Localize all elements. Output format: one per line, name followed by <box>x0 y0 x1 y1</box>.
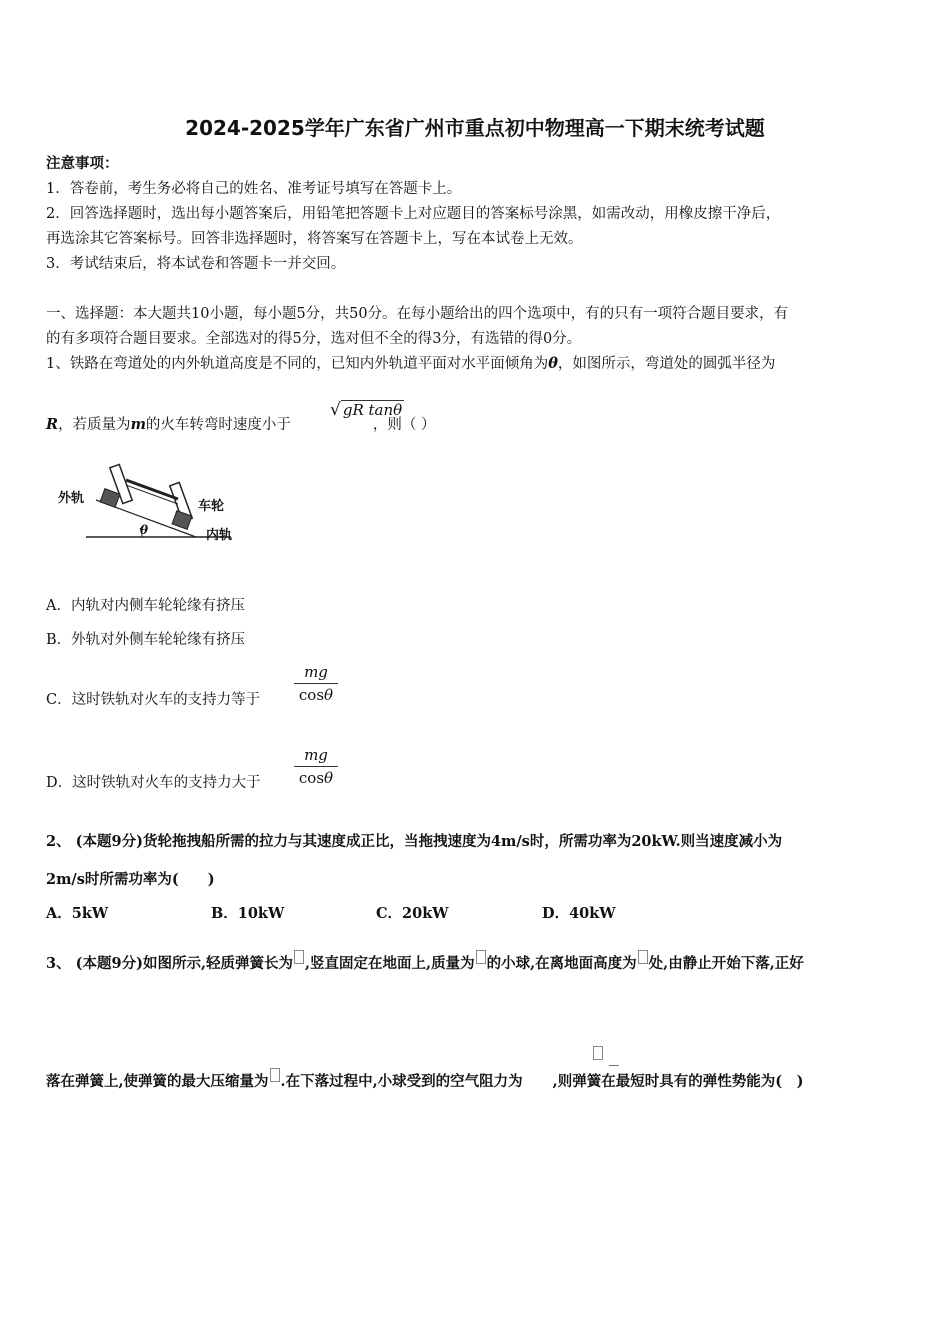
q1-option-c-denominator <box>294 684 338 704</box>
label-wheel: 车轮 <box>198 499 225 514</box>
q1-option-d-denominator <box>294 767 338 787</box>
page-title: 2024-2025学年广东省广州市重点初中物理高一下期末统考试题 <box>185 116 765 140</box>
q1-text-1a: 1、铁路在弯道处的内外轨道高度是不同的，已知内外轨道平面对水平面倾角为 <box>46 356 549 372</box>
q3-text-1c: 的小球,在离地面高度为 <box>486 955 637 972</box>
notice-item-1: 1．答卷前，考生务必将自己的姓名、准考证号填写在答题卡上。 <box>46 181 462 197</box>
q1-option-d-numerator: mg <box>294 746 338 767</box>
q1-option-d-cos: cos <box>298 769 325 787</box>
missing-glyph-icon <box>476 950 486 964</box>
q1-sqrt-radicand: gR tanθ <box>342 401 403 419</box>
q1-text-1b: ，如图所示，弯道处的圆弧半径为 <box>557 356 776 372</box>
q2-option-c: C．20kW <box>376 905 449 922</box>
q3-text-2a: 落在弹簧上,使弹簧的最大压缩量为 <box>46 1073 269 1090</box>
notice-item-3: 3．考试结束后，将本试卷和答题卡一并交回。 <box>46 256 346 272</box>
q3-text-1b: ,竖直固定在地面上,质量为 <box>305 955 475 972</box>
notice-item-2a: 2．回答选择题时，选出每小题答案后，用铅笔把答题卡上对应题目的答案标号涂黑，如需改动，用橡皮擦干净后， <box>46 206 781 222</box>
q1-option-c-numerator: mg <box>294 663 338 684</box>
q2-line1: 2、 (本题9分)货轮拖拽船所需的拉力与其速度成正比，当拖拽速度为4m/s时，所需功率为20kW.则当速度减小为 <box>46 833 783 850</box>
q3-air-resistance-fraction <box>592 1046 619 1068</box>
q2-options <box>46 902 746 922</box>
missing-glyph-icon <box>294 950 304 964</box>
q1-option-a: A．内轨对内侧车轮轮缘有挤压 <box>46 598 245 614</box>
q3-text-1a: 3、 (本题9分)如图所示,轻质弹簧长为 <box>46 955 293 972</box>
q2-option-d: D．40kW <box>542 905 616 922</box>
label-inner-rail: 内轨 <box>206 528 233 543</box>
q3-line1 <box>46 950 804 973</box>
fraction-bar-icon <box>609 1057 619 1066</box>
label-outer-rail: 外轨 <box>58 491 85 506</box>
q1-text-2b: 的火车转弯时速度小于 <box>145 417 291 433</box>
q1-option-d-theta: θ <box>324 769 334 787</box>
q1-option-c: C．这时铁轨对火车的支持力等于 <box>46 692 261 708</box>
label-theta: θ <box>140 523 149 537</box>
q1-text-2c: ，则（ ） <box>372 417 436 433</box>
q1-text-2a: ，若质量为 <box>58 417 131 433</box>
q3-text-2c: ,则弹簧在最短时具有的弹性势能为( ) <box>552 1073 804 1090</box>
section1-intro-2: 的有多项符合题目要求。全部选对的得5分，选对但不全的得3分，有选错的得0分。 <box>46 331 582 347</box>
missing-glyph-icon <box>270 1068 280 1082</box>
notice-heading: 注意事项： <box>46 155 119 172</box>
missing-glyph-icon <box>593 1046 603 1060</box>
q2-option-b: B．10kW <box>211 905 285 922</box>
q3-text-1d: 处,由静止开始下落,正好 <box>648 955 804 972</box>
q2-line2: 2m/s时所需功率为( ) <box>46 871 215 888</box>
q1-figure <box>56 455 246 555</box>
q3-line2 <box>46 1068 803 1091</box>
section1-intro-1: 一、选择题：本大题共10小题，每小题5分，共50分。在每小题给出的四个选项中，有的只有一项符合题目要求，有 <box>46 306 789 322</box>
q1-theta: θ <box>548 355 558 372</box>
missing-glyph-icon <box>638 950 648 964</box>
q1-option-c-theta: θ <box>324 686 334 704</box>
q2-option-a: A．5kW <box>46 905 109 922</box>
q1-m: m <box>130 416 146 433</box>
q1-R: R <box>46 416 59 433</box>
q3-text-2b: .在下落过程中,小球受到的空气阻力为 <box>280 1073 523 1090</box>
q1-line1 <box>46 352 775 373</box>
q1-sqrt-expression: √ gR tanθ <box>330 400 403 420</box>
q1-option-d: D．这时铁轨对火车的支持力大于 <box>46 775 261 791</box>
notice-item-2b: 再选涂其它答案标号。回答非选择题时，将答案写在答题卡上，写在本试卷上无效。 <box>46 231 583 247</box>
q1-option-c-cos: cos <box>298 686 325 704</box>
q1-option-c-fraction <box>294 663 338 704</box>
q1-option-b: B．外轨对外侧车轮轮缘有挤压 <box>46 632 246 648</box>
q1-option-d-fraction <box>294 746 338 787</box>
